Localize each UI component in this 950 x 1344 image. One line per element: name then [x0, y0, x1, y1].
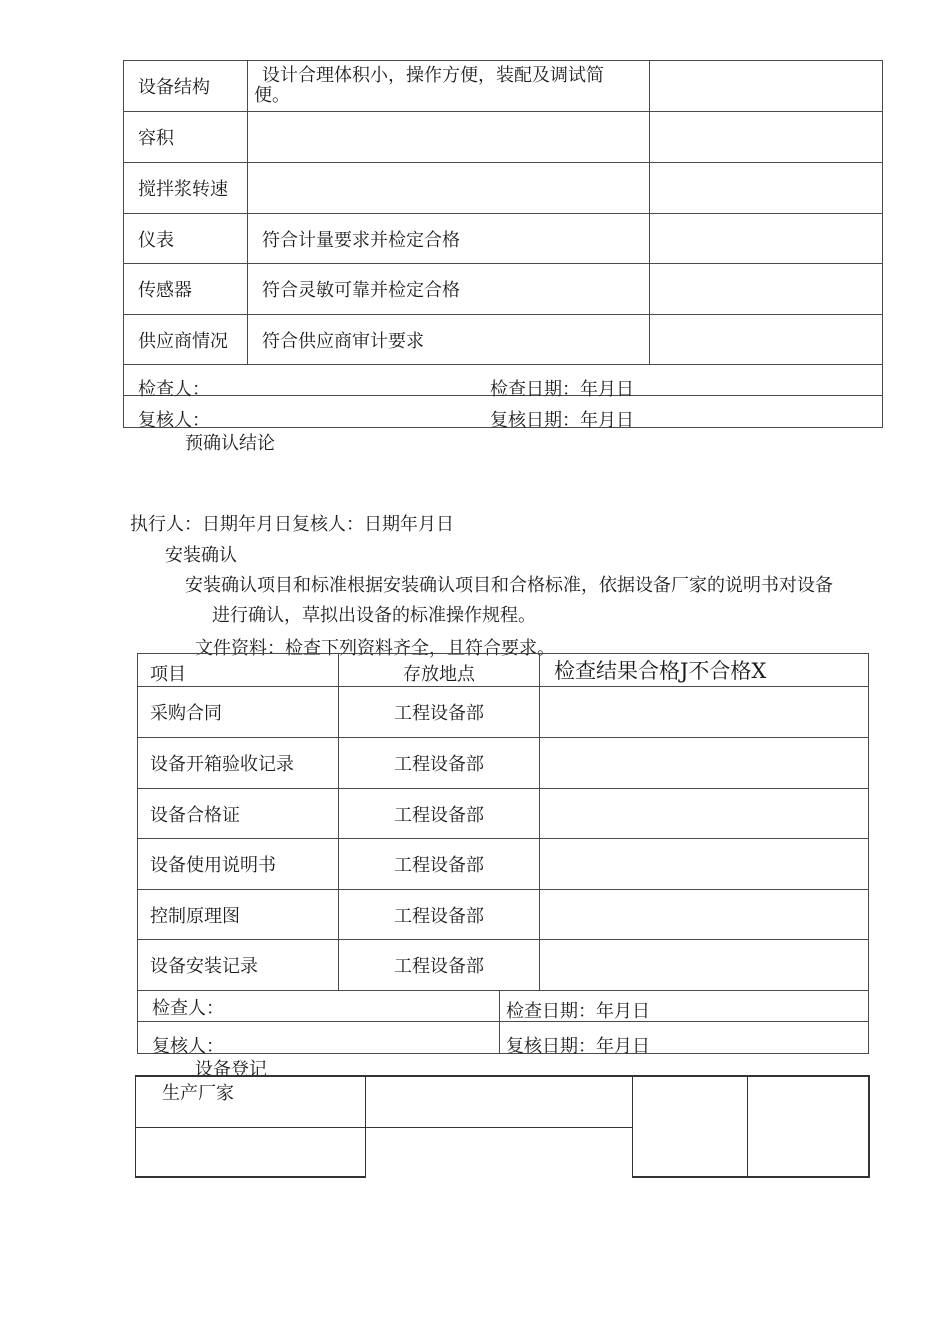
item-cell: 设备开箱验收记录	[138, 738, 339, 789]
row-label: 传感器	[124, 264, 248, 315]
header-item: 项目	[138, 654, 339, 687]
docs-intro: 文件资料：检查下列资料齐全，且符合要求。	[195, 638, 555, 659]
review-date-label: 复核日期：年月日	[490, 410, 634, 431]
header-result: 检查结果合格J不合格X	[540, 654, 869, 687]
table-row	[138, 789, 869, 839]
row-label: 供应商情况	[124, 315, 248, 365]
result-cell[interactable]	[540, 687, 869, 738]
table-row	[124, 315, 883, 365]
manufacturer-label: 生产厂家	[162, 1083, 234, 1104]
location-cell: 工程设备部	[339, 687, 540, 738]
remark-cell[interactable]	[650, 315, 883, 365]
item-cell: 采购合同	[138, 687, 339, 738]
row-label: 设备结构	[124, 61, 248, 112]
location-cell: 工程设备部	[339, 738, 540, 789]
table-row	[138, 890, 869, 940]
equipment-spec-table	[123, 60, 883, 365]
remark-cell[interactable]	[650, 214, 883, 264]
table-row	[124, 112, 883, 163]
install-paragraph-line-1: 安装确认项目和标准根据安装确认项目和合格标准，依据设备厂家的说明书对设备	[185, 575, 833, 596]
table-row	[138, 687, 869, 738]
install-paragraph-line-2: 进行确认，草拟出设备的标准操作规程。	[212, 605, 536, 626]
table-row	[138, 839, 869, 890]
inspect-date-label: 检查日期：年月日	[490, 379, 634, 400]
reviewer-label: 复核人：	[138, 410, 210, 431]
row-value: 设计合理体积小，操作方便，装配及调试简便。	[254, 65, 604, 106]
table-row	[124, 214, 883, 264]
location-cell: 工程设备部	[339, 839, 540, 890]
row-value: 符合计量要求并检定合格	[248, 214, 650, 264]
review-date-label: 复核日期：年月日	[506, 1036, 650, 1057]
result-cell[interactable]	[540, 738, 869, 789]
remark-cell[interactable]	[650, 112, 883, 163]
remark-cell[interactable]	[650, 61, 883, 112]
row-value: 符合供应商审计要求	[248, 315, 650, 365]
result-cell[interactable]	[540, 839, 869, 890]
table-header-row	[138, 654, 869, 687]
register-empty-cell[interactable]	[135, 1127, 366, 1178]
inspect-date-label: 检查日期：年月日	[506, 1001, 650, 1022]
pre-confirm-conclusion: 预确认结论	[185, 433, 275, 454]
header-location: 存放地点	[339, 654, 540, 687]
register-right-cell-2[interactable]	[747, 1075, 870, 1178]
inspector-label: 检查人：	[138, 379, 210, 400]
table-row	[138, 738, 869, 789]
table-row	[138, 940, 869, 991]
register-title: 设备登记	[195, 1059, 267, 1080]
register-right-cell-1[interactable]	[632, 1075, 748, 1178]
item-cell: 设备合格证	[138, 789, 339, 839]
executor-line: 执行人：日期年月日复核人：日期年月日	[130, 514, 454, 535]
table1-signature-box	[123, 364, 883, 431]
table-row	[124, 163, 883, 214]
table2-signature-box	[137, 991, 869, 1057]
reviewer-label: 复核人：	[152, 1036, 224, 1057]
result-cell[interactable]	[540, 789, 869, 839]
result-cell[interactable]	[540, 940, 869, 991]
location-cell: 工程设备部	[339, 890, 540, 940]
manufacturer-label-cell	[135, 1075, 366, 1128]
manufacturer-value-cell[interactable]	[365, 1075, 632, 1128]
table-row	[124, 264, 883, 315]
row-label: 搅拌浆转速	[124, 163, 248, 214]
row-value: 符合灵敏可靠并检定合格	[248, 264, 650, 315]
result-cell[interactable]	[540, 890, 869, 940]
item-cell: 控制原理图	[138, 890, 339, 940]
row-label: 容积	[124, 112, 248, 163]
item-cell: 设备使用说明书	[138, 839, 339, 890]
inspector-label: 检查人：	[152, 998, 224, 1019]
item-cell: 设备安装记录	[138, 940, 339, 991]
table-row	[124, 61, 883, 112]
remark-cell[interactable]	[650, 163, 883, 214]
location-cell: 工程设备部	[339, 789, 540, 839]
documents-check-table	[137, 653, 869, 991]
remark-cell[interactable]	[650, 264, 883, 315]
install-title: 安装确认	[165, 545, 237, 566]
row-value[interactable]	[248, 112, 650, 163]
row-label: 仪表	[124, 214, 248, 264]
row-value[interactable]	[248, 163, 650, 214]
location-cell: 工程设备部	[339, 940, 540, 991]
register-table	[135, 1075, 870, 1177]
